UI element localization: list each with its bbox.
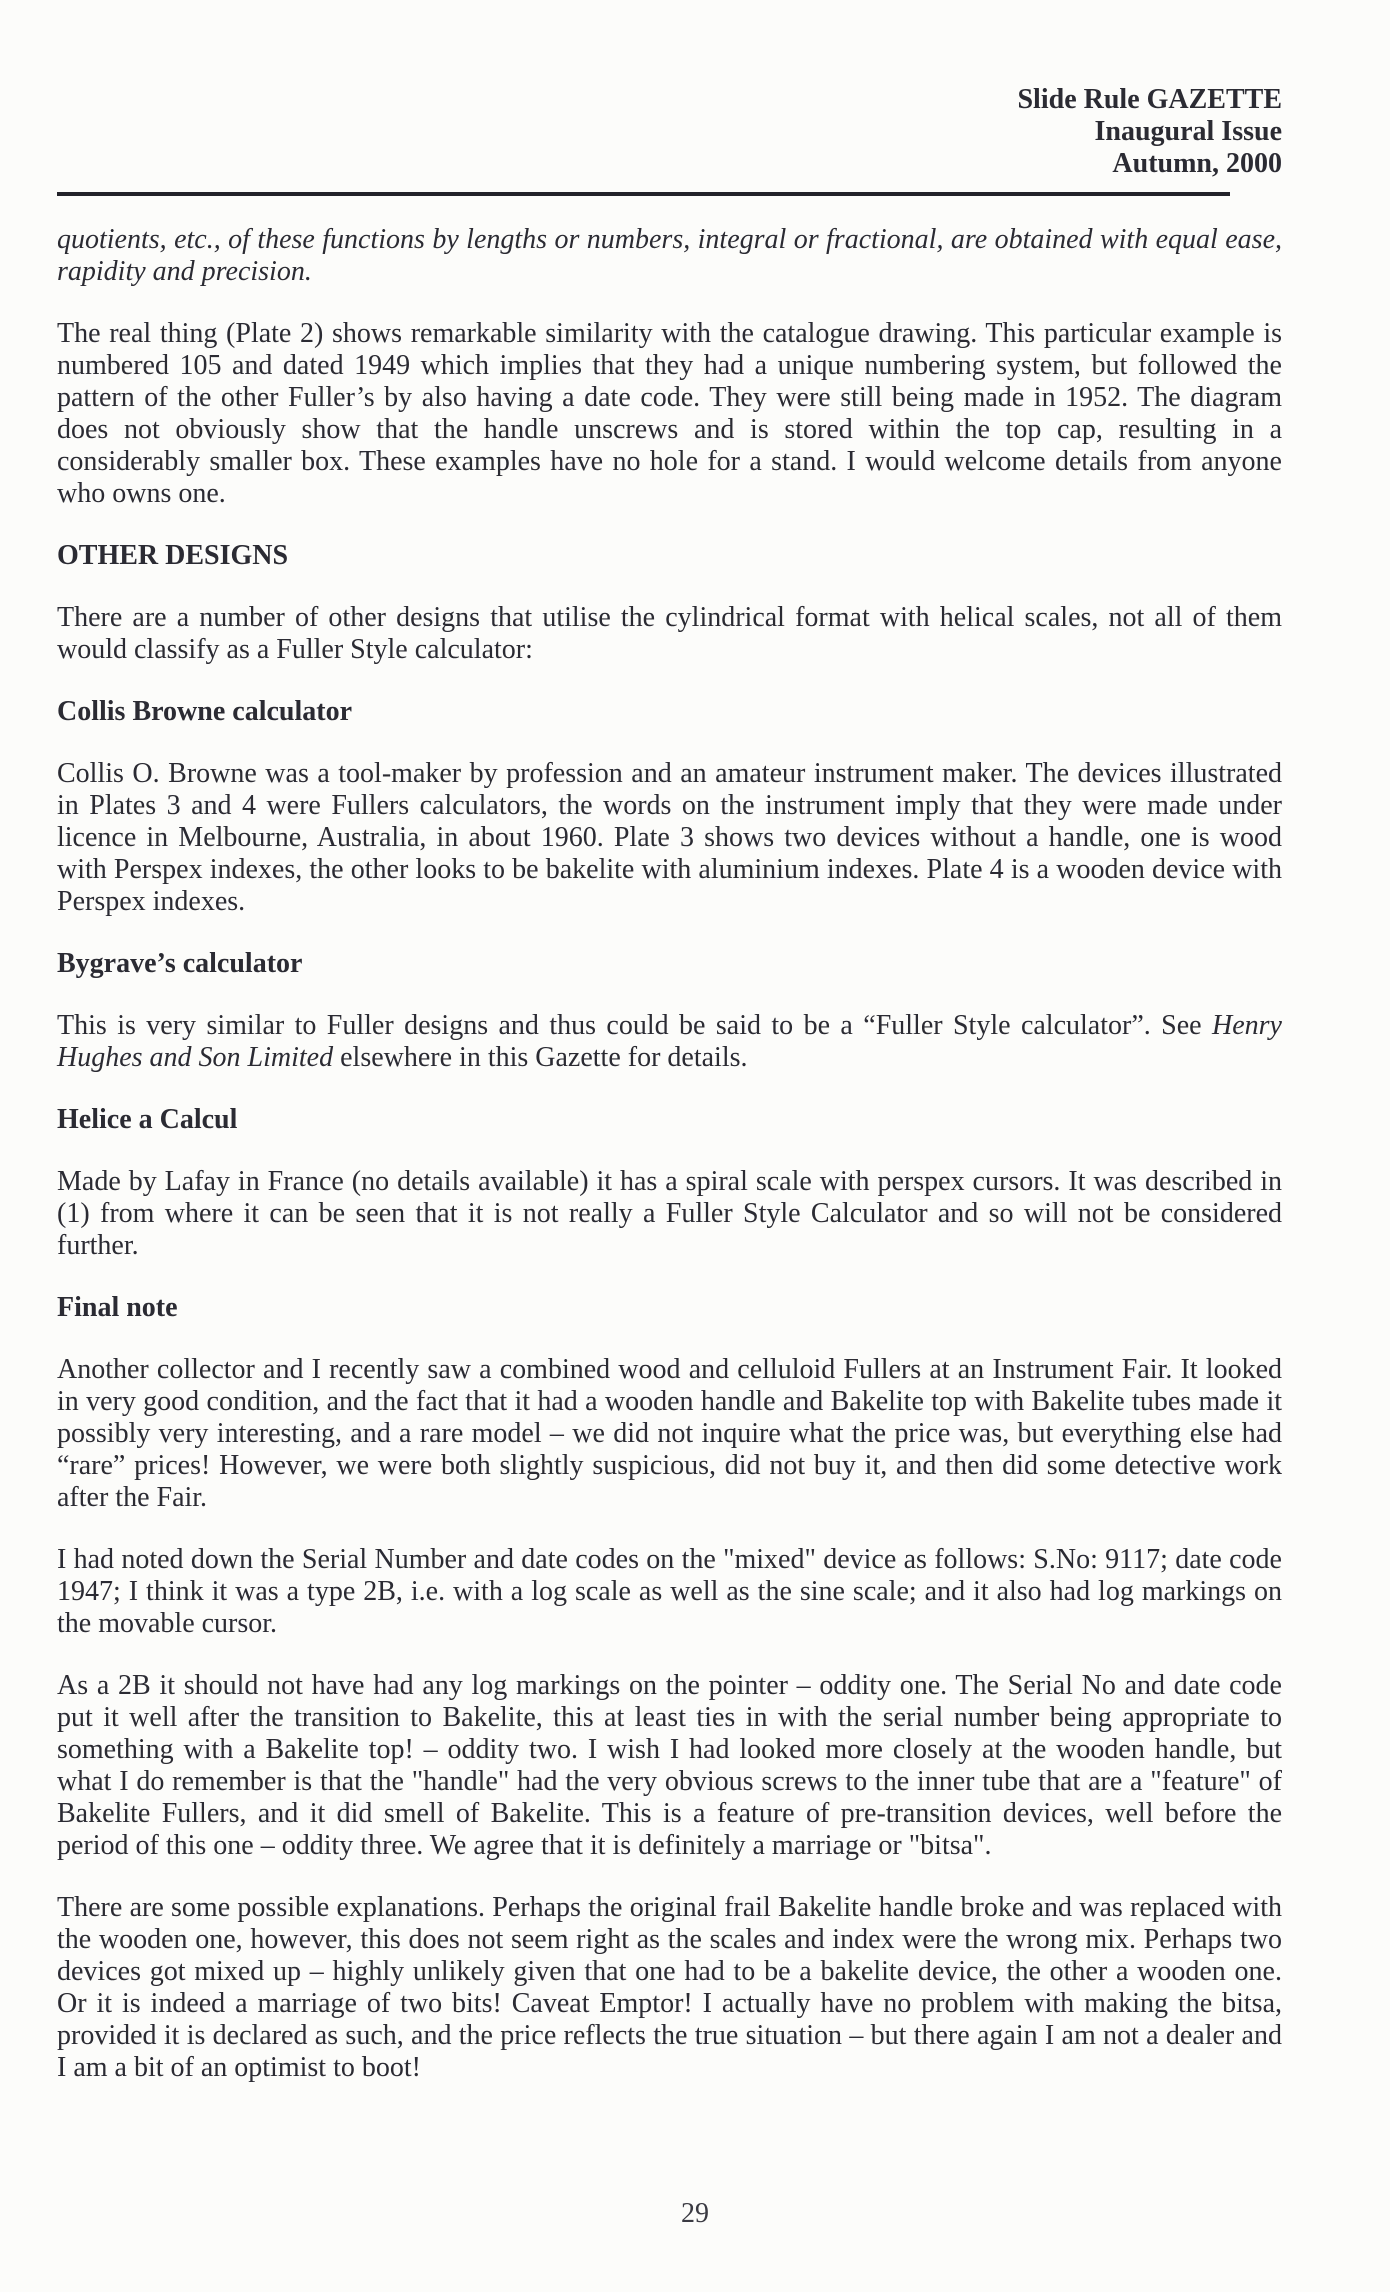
bygrave-text-end: elsewhere in this Gazette for details.: [333, 1042, 748, 1073]
paragraph-final-note-1: Another collector and I recently saw a combined wood and celluloid Fullers at an Instrument Fair. It looked in very good condition, and the fact that it had a wooden handle and Bakelite top with Bakelite tubes made it possibly very interesting, and a rare model – we did not inquire what the price was, but everything else had “rare” prices! However, we were both slightly suspicious, did not buy it, and then did some detective work after the Fair.: [57, 1354, 1282, 1513]
section-heading-bygrave: Bygrave’s calculator: [57, 948, 303, 979]
issue-label: Inaugural Issue: [1094, 116, 1282, 147]
header-rule: [57, 192, 1230, 196]
bygrave-text-start: This is very similar to Fuller designs and thus could be said to be a “Fuller Style calculator”. See: [57, 1010, 1213, 1041]
masthead: [57, 84, 1282, 180]
issue-date: Autumn, 2000: [1112, 148, 1282, 179]
page-number: 29: [681, 2198, 709, 2229]
paragraph-real-thing: The real thing (Plate 2) shows remarkable similarity with the catalogue drawing. This particular example is numbered 105 and dated 1949 which implies that they had a unique numbering system, but followed the pattern of the other Fuller’s by also having a date code. They were still being made in 1952. The diagram does not obviously show that the handle unscrews and is stored within the top cap, resulting in a considerably smaller box. These examples have no hole for a stand. I would welcome details from anyone who owns one.: [57, 318, 1282, 509]
section-heading-other-designs: OTHER DESIGNS: [57, 540, 289, 571]
intro-paragraph: quotients, etc., of these functions by lengths or numbers, integral or fractional, are obtained with equal ease, rapidity and precision.: [57, 224, 1282, 287]
paragraph-collis-browne: Collis O. Browne was a tool-maker by profession and an amateur instrument maker. The devices illustrated in Plates 3 and 4 were Fullers calculators, the words on the instrument imply that they were made under licence in Melbourne, Australia, in about 1960. Plate 3 shows two devices without a handle, one is wood with Perspex indexes, the other looks to be bakelite with aluminium indexes. Plate 4 is a wooden device with Perspex indexes.: [57, 758, 1282, 917]
paragraph-helice: Made by Lafay in France (no details available) it has a spiral scale with perspex cursors. It was described in (1) from where it can be seen that it is not really a Fuller Style Calculator and so will not be considered further.: [57, 1166, 1282, 1261]
article-body: [57, 224, 1282, 2084]
paragraph-final-note-2: I had noted down the Serial Number and date codes on the "mixed" device as follows: S.No: 9117; date code 1947; I think it was a type 2B, i.e. with a log scale as well as the sine scale; and it also had log markings on the movable cursor.: [57, 1544, 1282, 1639]
section-heading-final-note: Final note: [57, 1292, 178, 1323]
section-heading-helice: Helice a Calcul: [57, 1104, 238, 1135]
page-header: [57, 84, 1282, 196]
paragraph-bygrave: [57, 1010, 1282, 1074]
paragraph-other-designs: There are a number of other designs that utilise the cylindrical format with helical scales, not all of them would classify as a Fuller Style calculator:: [57, 602, 1282, 665]
section-heading-collis-browne: Collis Browne calculator: [57, 696, 353, 727]
bygrave-italic-reference: Henry Hughes and Son Limited: [57, 1010, 1282, 1073]
journal-title: Slide Rule GAZETTE: [1017, 84, 1282, 115]
paragraph-final-note-4: There are some possible explanations. Perhaps the original frail Bakelite handle broke and was replaced with the wooden one, however, this does not seem right as the scales and index were the wrong mix. Perhaps two devices got mixed up – highly unlikely given that one had to be a bakelite device, the other a wooden one. Or it is indeed a marriage of two bits! Caveat Emptor! I actually have no problem with making the bitsa, provided it is declared as such, and the price reflects the true situation – but there again I am not a dealer and I am a bit of an optimist to boot!: [57, 1892, 1282, 2083]
paragraph-final-note-3: As a 2B it should not have had any log markings on the pointer – oddity one. The Serial No and date code put it well after the transition to Bakelite, this at least ties in with the serial number being appropriate to something with a Bakelite top! – oddity two. I wish I had looked more closely at the wooden handle, but what I do remember is that the "handle" had the very obvious screws to the inner tube that are a "feature" of Bakelite Fullers, and it did smell of Bakelite. This is a feature of pre-transition devices, well before the period of this one – oddity three. We agree that it is definitely a marriage or "bitsa".: [57, 1670, 1282, 1861]
